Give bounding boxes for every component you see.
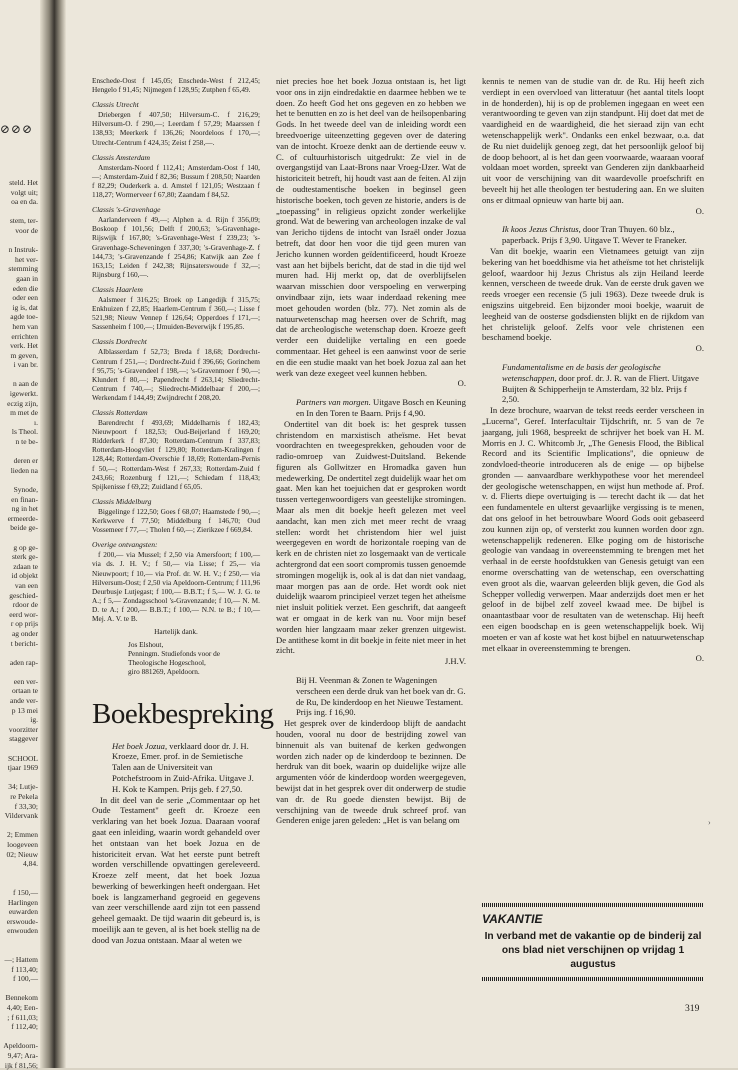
- review-partners-body: Ondertitel van dit boek is: het gesprek tussen christendom en marxistisch atheïsme. Het bevat voordrachten en tweegesprekken, gehouden voor de radio-omroep van Zuidwest-Duitsland. Bekende figuren als Gollwitzer en Hromadka gaven hun medewerking. De ondertitel zegt duidelijk waar het om gaat. Men kan het toejuichen dat er gesproken wordt tussen vertegenwoordigers van geestelijke stromingen. Maar als men dit boekje heeft gelezen met veel aandacht, kan men zich met meer recht de vraag stellen: wordt het christendom hier wel juist weergegeven en wordt de horizontale roeping van de kerk en de christen niet zo losgemaakt van de verticale achtergrond dat een soort compromis tussen genoemde stromingen mogelijk is, ook al is dat dan niet vandaag, maar morgen pas aan de orde. Het wordt ook niet duidelijk waarom principieel verzet tegen het atheïsme niet insluit politiek verzet. Een geschrift, dat aangeeft wat er omgaat in de kerk van nu. Voor mijn besef worden hier langzaam maar zeker grenzen uitgewist. De antithese komt in dit boekje in feite niet meer in het zicht.: [276, 418, 466, 656]
- left-edge-line: [0, 936, 40, 946]
- left-edge-line: Bennekom: [5, 993, 38, 1003]
- classis-donations: Amsterdam-Noord f 112,41; Amsterdam-Oost f 140,—; Amsterdam-Zuid f 82,36; Bussum f 208,50; Naarden f 82,29; Ouderkerk a. d. Amstel f 121,05; Westzaan f 118,27; Wormerveer f 67,80; Zaandam f 84,52.: [92, 162, 260, 200]
- left-edge-line: ijk f 81,56;: [4, 1060, 38, 1070]
- left-edge-line: voorzitter: [8, 724, 38, 734]
- classis-heading: Classis Middelburg: [92, 496, 152, 506]
- review-jozua-continued: niet precies hoe het boek Jozua ontstaan is, het ligt voor ons in zijn eindredaktie en daarmee hebben we te doen. Zo heeft God het ons gegeven en zo hebben we het te benutten en zo is het deel van de heilsopenbaring Gods. In het tweede deel van de inleiding wordt een breedvoerige uiteenzetting gegeven over de datering van de intocht. Kroeze denkt aan de dertiende eeuw v. C. of cultuurhistorisch uitgedrukt: Ze viel in de overgangstijd van Laat-Brons naar Vroeg-IJzer. Wat de historiciteit betreft, hij houdt vast aan de feiten. Al zijn de oudtestamentische boeken in beginsel geen historische boeken, toch geven ze historie, anders is de „toepassing" in religieus opzicht zonder werkelijke grond. Wat de bewering van archeologen inzake de val van Jericho tijdens de intocht van Israël onder Jozua betreft, dat door hen voor die tijd geen muren van Jericho kunnen worden geïdentificeerd, houdt Kroeze vast aan het bijbels bericht, dat de stad in die tijd wel muren had. Hij merkt op, dat de overblijfselen waarvan misschien door verspoeling en verwerping onvindbaar zijn, iets waar inderdaad rekening mee moet gehouden worden (blz. 77). Net zomin als de natuurwetenschap mag heersen over de Schrift, mag dat de archeologische wetenschap doen. Kroeze geeft verder een duidelijke vertaling en een goede commentaar. Het geheel is een aanwinst voor de serie en die een studie maakt van het boek Jozua zal aan het werk van deze exegeet veel kunnen hebben.: [276, 76, 466, 378]
- left-edge-line: t bericht-: [10, 638, 38, 648]
- review-fundamentalisme-signature: O.: [695, 653, 704, 664]
- signer-line: Penningm. Studiefonds voor de: [128, 649, 221, 659]
- signer-line: Theologische Hogeschool,: [128, 658, 206, 668]
- left-edge-line: [0, 773, 40, 783]
- left-edge-line: [0, 744, 40, 754]
- column-middle: [276, 76, 466, 826]
- classis-heading: Classis Amsterdam: [92, 152, 151, 162]
- left-edge-line: geschied-: [9, 590, 38, 600]
- left-edge-line: —; Hattem: [4, 955, 38, 965]
- left-edge-line: re Pekela: [10, 792, 38, 801]
- left-edge-line: [0, 946, 40, 956]
- left-edge-line: SCHOOL: [7, 753, 38, 763]
- left-edge-line: [0, 984, 40, 994]
- left-edge-line: agde toe-: [10, 312, 38, 322]
- classis-donations: Barendrecht f 493,69; Middelharnis f 182,43; Nieuwpoort f 182,53; Oud-Beijerland f 169,20; Ridderkerk f 87,30; Rotterdam-Centrum f 337,83; Rotterdam-Hoogvliet f 129,80; Rotterdam-Kralingen f 128,44; Rotterdam-Overschie f 18,69; Rotterdam-Pernis f 50,—; Rotterdam-West f 267,33; Rotterdam-Zuid f 243,66; Rozenburg f 121,—; Schiedam f 118,43; Spijkenisse f 69,22; Zuidland f 65,05.: [92, 418, 260, 491]
- left-edge-line: igewerkt.: [9, 389, 38, 399]
- review-fundamentalisme-header: Fundamentalisme en de basis der geologische wetenschappen, door prof. dr. J. R. van de Fliert. Uitgave Buijten & Schipperheijn te Amsterdam, 32 blz. Prijs f 2,50.: [502, 361, 699, 405]
- classis-heading: Classis Dordrecht: [92, 337, 147, 347]
- left-edge-line: en finan-: [11, 494, 38, 504]
- left-edge-line: [0, 648, 40, 658]
- decorative-symbols: ⊘⊘⊘: [0, 122, 34, 136]
- left-edge-line: i van br.: [13, 360, 38, 370]
- left-edge-line: loogeveen: [7, 839, 38, 849]
- left-edge-line: 4,40; Een-: [6, 1003, 38, 1013]
- review-jezus-header: Ik koos Jezus Christus, door Tran Thuyen. 60 blz., paperback. Prijs f 3,90. Uitgave T. Wever te Franeker.: [502, 224, 687, 246]
- review-kinderdoop-header: Bij H. Veenman & Zonen te Wageningen verscheen een derde druk van het boek van dr. G. de Ru, De kinderdoop en het Nieuwe Testament. Prijs ing. f 16,90.: [296, 675, 466, 718]
- thanks-text: Hartelijk dank.: [154, 627, 198, 637]
- left-edge-line: g op ge-: [13, 542, 38, 552]
- review-jozua: [92, 741, 260, 946]
- notice-body: In verband met de vakantie op de binderij zal ons blad niet verschijnen op vrijdag 1 augustus: [484, 931, 702, 970]
- left-edge-line: rdoor de: [12, 600, 38, 610]
- left-edge-line: volgt uit;: [10, 187, 38, 197]
- notice-stripe-bottom: [482, 977, 704, 981]
- left-edge-line: zdaan te: [13, 561, 38, 571]
- left-edge-line: n aan de: [13, 379, 38, 389]
- left-edge-line: [0, 533, 40, 543]
- left-edge-line: eerd wor-: [9, 609, 38, 619]
- left-edge-line: Synode,: [13, 485, 38, 494]
- left-edge-line: [0, 1032, 40, 1042]
- left-edge-line: euwarden: [8, 907, 38, 917]
- left-edge-line: steld. Het: [9, 178, 38, 187]
- left-edge-line: stem, ter-: [9, 216, 38, 226]
- left-edge-line: eden die: [12, 283, 38, 293]
- classis-donations: Aalsmeer f 316,25; Broek op Langedijk f 315,75; Enkhuizen f 22,85; Haarlem-Centrum f 360,—; Lisse f 521,98; Nieuw Vennep f 126,64; Opperdoes f 171,—; Sassenheim f 100,—; IJmuiden-Beverwijk f 195,85.: [92, 294, 260, 332]
- review-partners-header: Partners van morgen. Uitgave Bosch en Keuning en In den Toren te Baarn. Prijs f 4,90.: [296, 397, 466, 418]
- left-edge-line: hem van: [12, 321, 38, 331]
- left-edge-line: f 33,30;: [14, 801, 38, 811]
- left-edge-line: ls Theol.: [11, 427, 38, 437]
- signer-line: giro 881269, Apeldoorn.: [128, 667, 200, 677]
- left-edge-line: [0, 475, 40, 485]
- left-edge-line: f 150,—: [13, 887, 38, 897]
- review-jozua-body: In dit deel van de serie „Commentaar op het Oude Testament" geeft dr. Kroeze een verklaring van het boek Jozua. Daaraan vooraf gaat een inleiding, waarin wordt gehandeld over het ontstaan van het boek Jozua en de historiciteit ervan. Wat het eerste punt betreft worden verschillende opvattingen gereleveerd. Kroeze zelf meent, dat het boek Jozua bewerking of bewerkingen heeft ondergaan. Het boek is langzamerhand gegroeid en gegevens van zeer verschillende aard zijn tot een passend geheel gemaakt. De tijd waarin dit gebeurd is, is moeilijk aan te geven, al is het boek stellig na de dood van Jozua ontstaan. Maar al weten we: [92, 794, 260, 945]
- review-partners-signature: J.H.V.: [444, 656, 466, 667]
- left-edge-line: ig.: [30, 715, 38, 725]
- classis-heading: Classis Utrecht: [92, 100, 139, 110]
- left-edge-line: enwouden: [7, 926, 38, 936]
- margin-mark: ›: [708, 818, 711, 827]
- review-kinderdoop-signature: O.: [695, 205, 704, 216]
- left-edge-line: 34; Lutje-: [8, 782, 38, 792]
- left-edge-line: n te be-: [15, 437, 38, 447]
- classis-list: [92, 100, 260, 623]
- notice-stripe-top: [482, 903, 704, 907]
- notice-title: VAKANTIE: [482, 912, 543, 926]
- review-kinderdoop-continued: kennis te nemen van de studie van dr. de Ru. Hij heeft zich verdiept in een overvloed van litteratuur (het aantal titels loopt in de honderden), hij is op de problemen ingegaan en weet een verantwoording te geven van zijn standpunt. Hij doet dat met de vaardigheid en de waardigheid, die het sieraad zijn van echt wetenschappelijk werk". Ondanks een enkel bezwaar, o.a. dat de Ru niet duidelijk genoeg zegt, dat het persoonlijk geloof bij de doop behoort, al is het dan geen voorwaarde, waaraan vooraf voldaan moet worden, spreekt van Genderen zijn dankbaarheid uit voor de verschijning van dit waardevolle proefschrift en beveelt hij het alle theologen ter bestudering aan. En we sluiten ons er ditmaal opnieuw van harte bij aan.: [482, 76, 704, 205]
- left-edge-line: voor de: [15, 225, 38, 235]
- left-edge-line: ; f 611,03;: [7, 1012, 38, 1022]
- review-jozua-header: Het boek Jozua, verklaard door dr. J. H. Kroeze, Emer. prof. in de Semietische Talen aan de Universiteit van Potchefstroom in Zuid-Afrika. Uitgave J. H. Kok te Kampen. Prijs geb. f 27,50.: [112, 740, 254, 794]
- review-jozua-signature: O.: [457, 378, 466, 389]
- left-edge-line: id objekt: [11, 571, 38, 581]
- left-edge-line: ı.: [34, 417, 38, 427]
- classis-donations: f 200,— via Mussel; f 2,50 via Amersfoort; f 100,— via ds. J. H. V.; f 50,— via Lisse; f 25,— via Nieuwpoort; f 10,— via Prof. dr. W. H. V.; f 250,— via Hilversum-Oost; f 2,50 via Apeldoorn-Centrum; f 111,96 Deurbusje Lutjegast; f 100,— B.B.T.; f 5,— W. J. G. te A.; f 5,— Zondagsschool 's-Gravenzande; f 10,— N. M. D. te A.; f 200,— B.B.T.; f 100,— N.N. te B.; f 10,— Mej. A. V. te B.: [92, 550, 260, 623]
- left-edge-line: oder een: [12, 293, 38, 303]
- classis-donations: Alblasserdam f 52,73; Breda f 18,68; Dordrecht-Centrum f 251,—; Dordrecht-Zuid f 396,66; Gorinchem f 95,75; 's-Gravendeel f 198,—; 's-Gravenmoer f 90,—; Klundert f 80,—; Papendrecht f 263,14; Sliedrecht-Centrum f 740,—; Sliedrecht-Middelbaar f 200,—; Werkendam f 144,49; Zwijndrecht f 208,20.: [92, 347, 260, 402]
- classis-donations: Driebergen f 407,50; Hilversum-C. f 216,29; Hilversum-O. f 290,—; Leerdam f 57,29; Maarssen f 138,93; Meerkerk f 136,26; Noordeloos f 170,—; Utrecht-Centrum f 424,35; Zeist f 258,—.: [92, 110, 260, 147]
- left-edge-line: 2; Emmen: [6, 830, 38, 840]
- page-binding: [40, 0, 66, 1068]
- left-edge-line: 02; Nieuw: [6, 849, 38, 859]
- left-edge-line: aden rap-: [9, 657, 38, 667]
- vakantie-notice: [482, 903, 704, 981]
- left-edge-line: 9,47; Ara-: [7, 1051, 38, 1061]
- left-edge-line: [0, 821, 40, 831]
- signer-block: [92, 640, 260, 676]
- left-edge-line: ag onder: [11, 628, 38, 638]
- left-edge-line: [0, 207, 40, 217]
- left-edge-line: staggever: [9, 734, 38, 744]
- left-edge-line: gaan in: [16, 273, 38, 283]
- left-edge-line: ortaan te: [11, 686, 38, 696]
- book-title: Partners van morgen.: [296, 397, 371, 408]
- left-edge-line: deren er: [13, 456, 38, 466]
- left-edge-line: [0, 878, 40, 888]
- left-edge-line: [0, 447, 40, 457]
- left-edge-line: het ver-: [15, 254, 38, 264]
- review-fundamentalisme-body: In deze brochure, waarvan de tekst reeds eerder verscheen in „Lucerna", Geref. Interfacultair Tijdschrift, nr. 5 van de 7e jaargang, juli 1968, bespreekt de schrijver het boek van H. M. Morris en J. C. Whitcomb Jr, „The Genesis Flood, the Biblical Record and its Scientific Implications", die opnieuw de zondvloed-theorie introduceren als de enige — op bijbelse gronden — aanvaardbare werkhypothese voor het merendeel der geologische wetenschappen, en wijst hun methode af. Prof. v. d. Flierts diepe overtuiging is — terecht dacht ik — dat het een fundamentele en ulterst gevaarlijke vergissing is te menen, dat ons geloof in het betrouwbare Woord Gods ooit gebaseerd zou kunnen zijn op, of versterkt zou kunnen worden door zgn. wetenschappelijk redeneren. Elke poging om de historische geologie van vandaag in overeenstemming te brengen met het verhaal in de eerste hoofdstukken van Genesis getuigt van een enorme overschatting van de wetenschap, een overschatting even groot als die, waarvan geleerden blijk geven, die God als Schepper volledig verwerpen. Maar anderzijds doet men er het geloof in de bijbel zelf zoveel kwaad mee. De bijbel is onaantastbaar voor de resultaten van de wetenschap. Hij heeft een eigen boodschap en is geen wetenschappelijk boek. Wij moeten er van af koste wat het kost bijbel en natuurwetenschap met elkaar in overeenstemming te brengen.: [482, 405, 704, 653]
- left-edge-line: beide ge-: [10, 523, 38, 533]
- left-edge-line: r op prijs: [10, 619, 38, 629]
- left-edge-line: [0, 667, 40, 677]
- section-title: Boekbespreking: [92, 697, 274, 730]
- classis-heading: Classis Rotterdam: [92, 408, 148, 417]
- left-edge-line: een ver-: [13, 676, 38, 686]
- review-jezus-body: Van dit boekje, waarin een Vietnamees getuigt van zijn bekering van het boeddhisme via het atheïsme tot het christelijk geloof, waardoor hij Jezus Christus als zijn Heiland leerde kennen, verscheen de tweede druk. Van de eerste druk gaven we reeds vroeger een recensie (5 juli 1963). Deze tweede druk is enigszins uitgebreid. Een bijzonder mooi boekje, waaruit de leegheid van de oosterse godsdiensten blijkt en de rijkdom van het christelijk geloof. Zelfs voor vele christenen een beschamend boekje.: [482, 245, 704, 343]
- classis-heading: Classis 's-Gravenhage: [92, 205, 161, 215]
- left-edge-line: m geven,: [10, 350, 38, 360]
- left-edge-line: verk. Het: [10, 341, 38, 351]
- left-edge-line: [0, 236, 40, 246]
- left-edge-line: Harlingen: [8, 897, 38, 907]
- left-edge-line: ig is, dat: [12, 302, 38, 312]
- left-edge-line: n Instruk-: [8, 245, 38, 255]
- left-edge-line: ermeerde-: [7, 513, 38, 523]
- left-edge-line: 4,84.: [23, 859, 38, 869]
- left-edge-line: p 13 mei: [11, 705, 38, 715]
- left-edge-line: lieden na: [10, 465, 38, 475]
- classis-heading: Classis Haarlem: [92, 284, 143, 294]
- book-title: Het boek Jozua: [112, 740, 165, 751]
- classis-donations: Aarlanderveen f 49,—; Alphen a. d. Rijn f 356,09; Boskoop f 101,56; Delft f 200,63; 's-Gravenhage-Rijswijk f 167,80; 's-Gravenhage-West f 239,23; 's-Gravenhage-Scheveningen f 337,30; 's-Gravenhage-Z. f 144,73; 's-Gravenzande f 254,86; Katwijk aan Zee f 163,15; Leiden f 242,38; Rijnsaterswoude f 32,—; Rijnsburg f 160,—.: [92, 215, 260, 279]
- review-kinderdoop-body: Het gesprek over de kinderdoop blijft de aandacht houden, vooral nu door de bestrijding zowel van binnenuit als van buitenaf de kerken gedwongen worden zich nader op de kinderdoop te bezinnen. De herdruk van dit boek, waarin op duidelijke wijze alle argumenten vóór de kinderdoop worden weergegeven, bewijst dat in het gesprek over dit onderwerp de studie van dr. de Ru goede diensten bewijst. Bij de verschijning van de tweede druk schreef prof. van Genderen enige jaren geleden: „Het is van belang om: [276, 718, 466, 826]
- column-donations: [92, 76, 274, 946]
- classis-donations: Biggelinge f 122,50; Goes f 68,07; Haamstede f 90,—; Kerkwerve f 77,50; Middelburg f 146,70; Oud Vossemeer f 77,—; Tholen f 60,—; Zierikzee f 669,84.: [92, 506, 260, 535]
- review-jezus-signature: O.: [695, 343, 704, 354]
- intro-donations: Enschede-Oost f 145,05; Enschede-West f 212,45; Hengelo f 91,45; Nijmegen f 128,95; Zutphen f 65,49.: [92, 76, 260, 95]
- left-edge-line: van een: [14, 580, 38, 590]
- left-edge-line: m met de: [10, 408, 38, 418]
- left-edge-line: Apeldoorn-: [3, 1041, 38, 1051]
- left-edge-line: ng in het: [11, 504, 38, 514]
- left-edge-line: [0, 869, 40, 879]
- left-edge-line: oa en da.: [11, 197, 38, 207]
- left-edge-line: Vildervank: [4, 811, 38, 821]
- left-edge-line: f 113,40;: [11, 964, 38, 974]
- left-page-edge: [0, 178, 40, 1070]
- left-edge-line: ande ver-: [10, 696, 38, 706]
- left-edge-line: sterk ge-: [11, 552, 38, 562]
- left-edge-line: tjaar 1969: [7, 763, 38, 773]
- left-edge-line: erswoude-: [6, 916, 38, 926]
- left-edge-line: [0, 370, 40, 380]
- column-right: [482, 76, 704, 664]
- left-edge-line: eczig zijn,: [7, 398, 38, 408]
- page-number: 319: [685, 1003, 700, 1014]
- signer-line: Jos Elshout,: [128, 640, 164, 650]
- left-edge-line: f 100,—: [13, 974, 38, 984]
- classis-heading: Overige ontvangsten:: [92, 540, 158, 550]
- left-edge-line: errichten: [11, 331, 38, 341]
- left-edge-line: stemming: [8, 264, 38, 274]
- left-edge-line: f 112,40;: [11, 1022, 38, 1032]
